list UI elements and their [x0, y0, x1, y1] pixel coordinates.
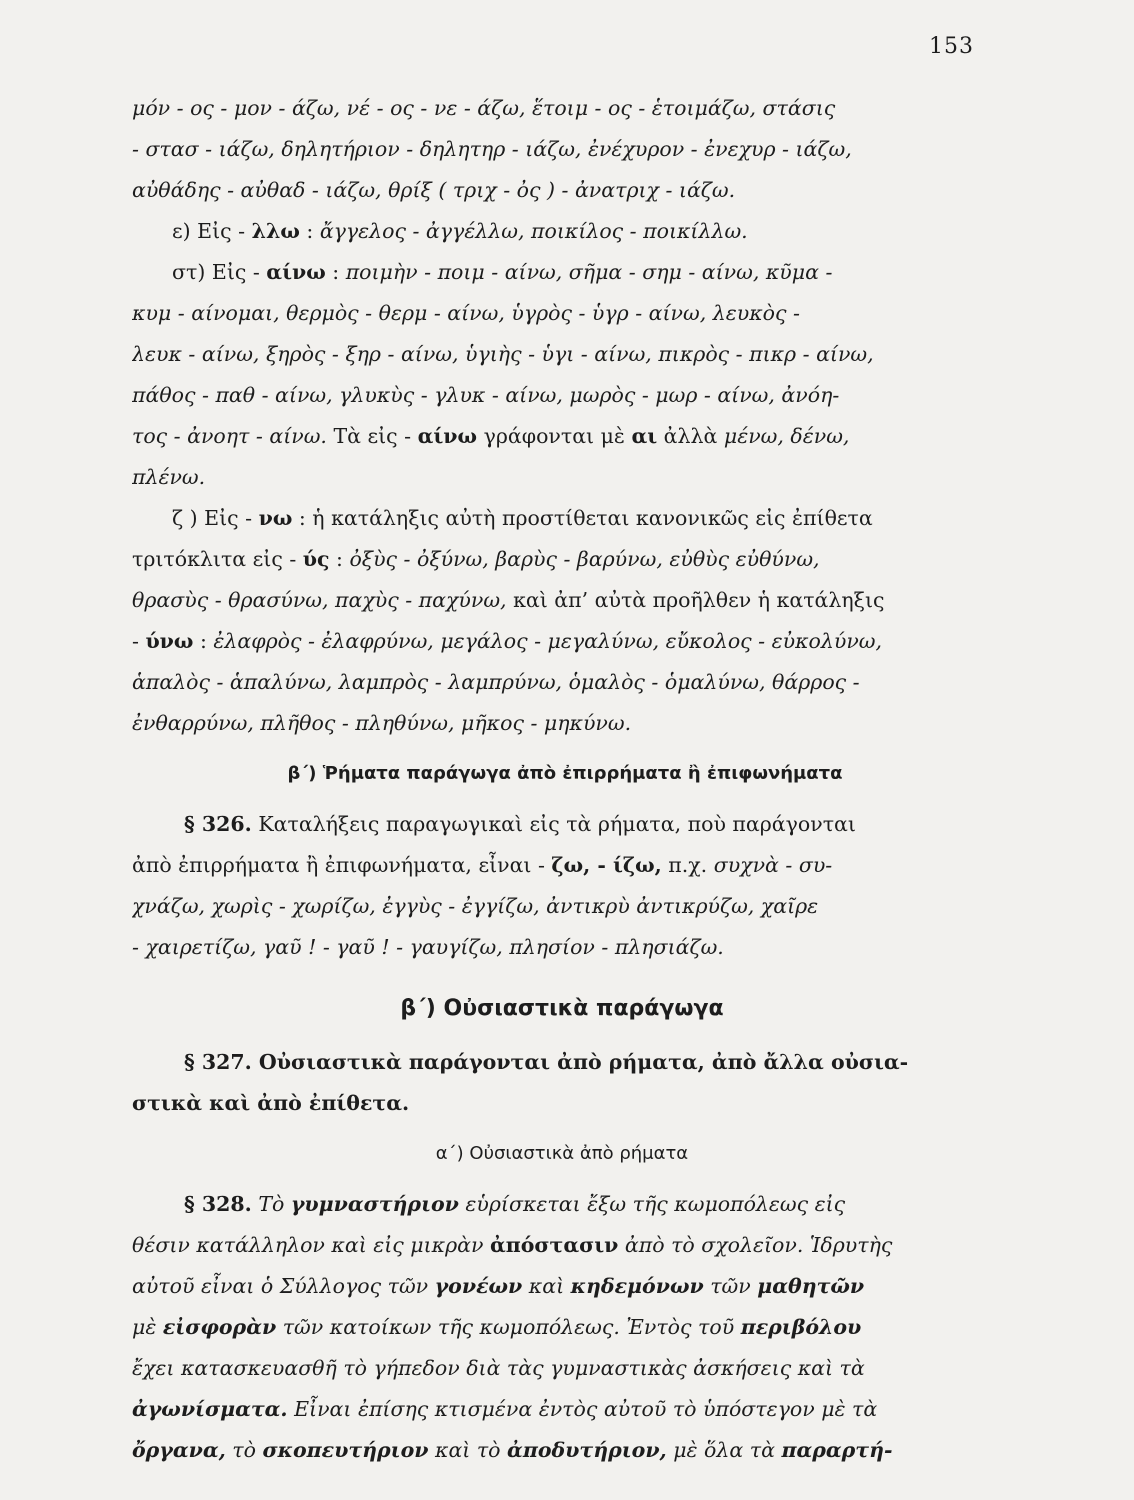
text-line: μόν - ος - μον - άζω, νέ - ος - νε - άζω, ἕτοιμ - ος - ἑτοιμάζω, στάσις [132, 96, 836, 120]
paragraph-326-line: χνάζω, χωρὶς - χωρίζω, ἐγγὺς - ἐγγίζω, ἀντικρὺ ἀντικρύζω, χαῖρε [132, 894, 819, 918]
paragraph-327-line: § 327. Οὐσιαστικὰ παράγονται ἀπὸ ρήματα, ἀπὸ ἄλλα οὐσια- [184, 1050, 909, 1074]
text-line: ζ ) Εἰς - νω : ἡ κατάληξις αὐτὴ προστίθεται κανονικῶς εἰς ἐπίθετα [172, 506, 873, 530]
paragraph-328-line: ἀγωνίσματα. Εἶναι ἐπίσης κτισμένα ἐντὸς αὐτοῦ τὸ ὑπόστεγον μὲ τὰ [132, 1397, 878, 1421]
paragraph-327-line: στικὰ καὶ ἀπὸ ἐπίθετα. [132, 1091, 410, 1115]
page-number: 153 [929, 34, 974, 59]
paragraph-328-line: § 328. Τὸ γυμναστήριον εὑρίσκεται ἔξω τῆς κωμοπόλεως εἰς [184, 1192, 846, 1216]
text-line: τος - ἀνοητ - αίνω. Τὰ εἰς - αίνω γράφονται μὲ αι ἀλλὰ μένω, δένω, [132, 424, 850, 448]
subheading-nouns-from-verbs: α΄) Οὐσιαστικὰ ἀπὸ ρήματα [435, 1143, 689, 1164]
text-line: πάθος - παθ - αίνω, γλυκὺς - γλυκ - αίνω, μωρὸς - μωρ - αίνω, ἀνόη- [132, 383, 840, 407]
text-line: πλένω. [132, 465, 206, 489]
text-line: τριτόκλιτα εἰς - ύς : ὀξὺς - ὀξύνω, βαρὺς - βαρύνω, εὐθὺς εὐθύνω, [132, 547, 820, 571]
page-body [132, 88, 992, 1471]
text-line: - ύνω : ἐλαφρὸς - ἐλαφρύνω, μεγάλος - μεγαλύνω, εὔκολος - εὐκολύνω, [132, 629, 883, 653]
paragraph-326-line: ἀπὸ ἐπιρρήματα ἢ ἐπιφωνήματα, εἶναι - ζω, - ίζω, π.χ. συχνὰ - συ- [132, 853, 833, 877]
paragraph-326-line: - χαιρετίζω, γαῦ ! - γαῦ ! - γαυγίζω, πλησίον - πλησιάζω. [132, 935, 724, 959]
subheading-verbs-from-adverbs: β΄) Ῥήματα παράγωγα ἀπὸ ἐπιρρήματα ἢ ἐπιφωνήματα [287, 763, 843, 784]
text-line: ἁπαλὸς - ἁπαλύνω, λαμπρὸς - λαμπρύνω, ὁμαλὸς - ὁμαλύνω, θάρρος - [132, 670, 860, 694]
text-line: κυμ - αίνομαι, θερμὸς - θερμ - αίνω, ὑγρὸς - ὑγρ - αίνω, λευκὸς - [132, 301, 800, 325]
text-line: στ) Εἰς - αίνω : ποιμὴν - ποιμ - αίνω, σῆμα - σημ - αίνω, κῦμα - [172, 260, 833, 284]
paragraph-328-line: μὲ εἰσφορὰν τῶν κατοίκων τῆς κωμοπόλεως. Ἐντὸς τοῦ περιβόλου [132, 1315, 862, 1339]
paragraph-328-line: αὐτοῦ εἶναι ὁ Σύλλογος τῶν γονέων καὶ κηδεμόνων τῶν μαθητῶν [132, 1274, 865, 1298]
text-line: ἐνθαρρύνω, πλῆθος - πληθύνω, μῆκος - μηκύνω. [132, 711, 632, 735]
text-line: θρασὺς - θρασύνω, παχὺς - παχύνω, καὶ ἀπ’ αὐτὰ προῆλθεν ἡ κατάληξις [132, 588, 885, 612]
paragraph-328-line: ὄργανα, τὸ σκοπευτήριον καὶ τὸ ἀποδυτήριον, μὲ ὅλα τὰ παραρτή- [132, 1438, 893, 1462]
paragraph-326-line: § 326. Καταλήξεις παραγωγικαὶ εἰς τὰ ρήματα, ποὺ παράγονται [184, 812, 856, 836]
text-line: λευκ - αίνω, ξηρὸς - ξηρ - αίνω, ὑγιὴς - ὑγι - αίνω, πικρὸς - πικρ - αίνω, [132, 342, 874, 366]
text-line: ε) Εἰς - λλω : ἄγγελος - ἀγγέλλω, ποικίλος - ποικίλλω. [172, 219, 748, 243]
text-line: - στασ - ιάζω, δηλητήριον - δηλητηρ - ιάζω, ἐνέχυρον - ἐνεχυρ - ιάζω, [132, 137, 852, 161]
paragraph-328-line: θέσιν κατάλληλον καὶ εἰς μικρὰν ἀπόστασιν ἀπὸ τὸ σχολεῖον. Ἱδρυτὴς [132, 1233, 893, 1257]
section-heading-nouns: β΄) Οὐσιαστικὰ παράγωγα [400, 996, 724, 1021]
paragraph-328-line: ἔχει κατασκευασθῆ τὸ γήπεδον διὰ τὰς γυμναστικὰς ἀσκήσεις καὶ τὰ [132, 1356, 865, 1380]
text-line: αὐθάδης - αὐθαδ - ιάζω, θρίξ ( τριχ - ὀς ) - ἀνατριχ - ιάζω. [132, 178, 736, 202]
